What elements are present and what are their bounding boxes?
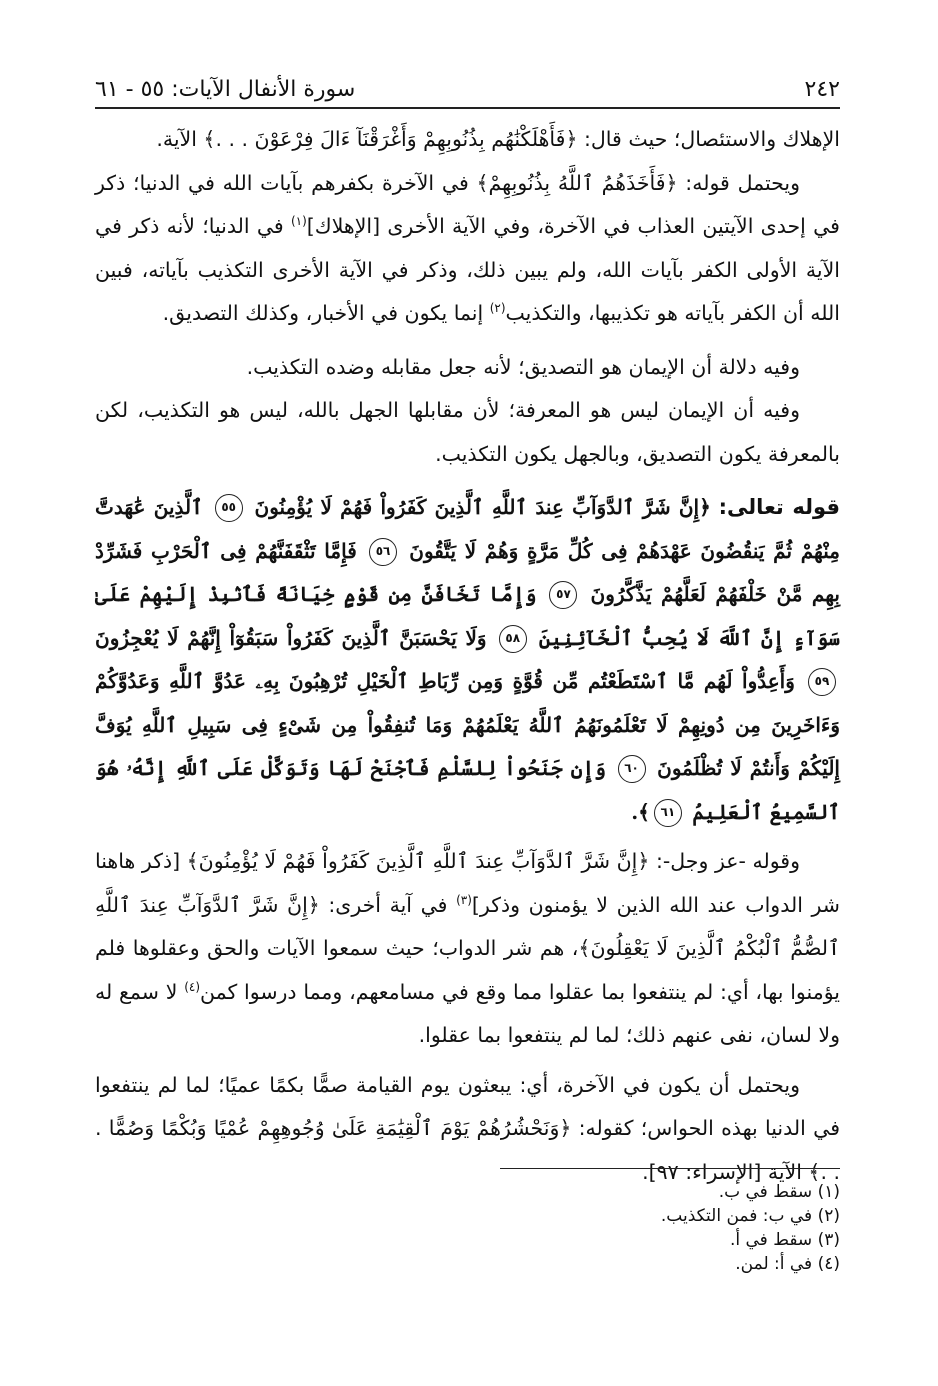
paragraph-2-text-b: في الدنيا؛ لأنه ذكر في الآية الأولى الكفر بآيات الله، ولم يبين ذلك، وذكر في الآية الأخرى التكذيب بآياته، فبين الله أن الكفر بآياته هو تكذيبها، والتكذيب	[95, 214, 840, 325]
paragraph-6-text: ويحتمل أن يكون في الآخرة، أي: يبعثون يوم القيامة صمًّا بكمًا عميًا؛ لما لم ينتفعوا في الدنيا بهذه الحواس؛ كقوله: ﴿وَنَحْشُرُهُمْ يَوْمَ ٱلْقِيَٰمَةِ عَلَىٰ وُجُوهِهِمْ عُمْيًا وَبُكْمًا وَصُمًّا . . .﴾ الآية [الإسراء: ٩٧].	[95, 1072, 840, 1184]
page-header	[95, 62, 840, 102]
ayah-number-57: ٥٧	[549, 581, 577, 609]
paragraph-1-text: الإهلاك والاستئصال؛ حيث قال: ﴿فَأَهْلَكْنَٰهُم بِذُنُوبِهِمْ وَأَغْرَقْنَآ ءَالَ فِرْعَوْنَ . . .﴾ الآية.	[156, 127, 840, 151]
verse-60: وَأَعِدُّواْ لَهُم مَّا ٱسْتَطَعْتُم مِّن قُوَّةٍ وَمِن رِّبَاطِ ٱلْخَيْلِ تُرْهِبُونَ بِهِۦ عَدُوَّ ٱللَّهِ وَعَدُوَّكُمْ وَءَاخَرِينَ مِن دُونِهِمْ لَا تَعْلَمُونَهُمُ ٱللَّهُ يَعْلَمُهُمْ وَمَا تُنفِقُواْ مِن شَىْءٍ فِى سَبِيلِ ٱللَّهِ يُوَفَّ إِلَيْكُمْ وَأَنتُمْ لَا تُظْلَمُونَ	[95, 669, 840, 780]
footnote-ref-2: (٢)	[489, 301, 506, 316]
ayah-number-58: ٥٨	[499, 625, 527, 653]
paragraph-2-text-c: إنما يكون في الأخبار، وكذلك التصديق.	[162, 301, 490, 325]
verse-56: ٱلَّذِينَ عَٰهَدتَّ مِنْهُمْ ثُمَّ يَنقُضُونَ عَهْدَهُمْ فِى كُلِّ مَرَّةٍ وَهُمْ لَا يَتَّقُونَ	[95, 495, 840, 563]
ayah-number-60: ٦٠	[618, 755, 646, 783]
paragraph-5-text-b: في آية أخرى: ﴿إِنَّ شَرَّ ٱلدَّوَآبِّ عِندَ ٱللَّهِ ٱلصُّمُّ ٱلْبُكْمُ ٱلَّذِينَ لَا يَعْقِلُونَ﴾، هم شر الدواب؛ حيث سمعوا الآيات والحق وعقلوها فلم يؤمنوا بها، أي: لم ينتفعوا بما عقلوا مما وقع في مسامعهم، ومما درسوا كمن	[95, 892, 840, 1004]
paragraph-4	[95, 389, 840, 476]
ayah-number-61: ٦١	[654, 799, 682, 827]
verse-59: وَلَا يَحْسَبَنَّ ٱلَّذِينَ كَفَرُواْ سَبَقُوٓاْ إِنَّهُمْ لَا يُعْجِزُونَ	[95, 625, 487, 650]
footnote-ref-4: (٤)	[184, 979, 201, 994]
paragraph-4-text: وفيه أن الإيمان ليس هو المعرفة؛ لأن مقابلها الجهل بالله، ليس هو التكذيب، لكن بالمعرفة يكون التصديق، وبالجهل يكون التكذيب.	[95, 398, 840, 466]
verses-lead: قوله تعالى:	[718, 495, 840, 519]
paragraph-5-text-a: وقوله -عز وجل-: ﴿إِنَّ شَرَّ ٱلدَّوَآبِّ عِندَ ٱللَّهِ ٱلَّذِينَ كَفَرُواْ فَهُمْ لَا يُؤْمِنُونَ﴾ [ذكر هاهنا شر الدواب عند الله الذين لا يؤمنون وذكر]	[95, 849, 840, 917]
footnote-divider	[500, 1168, 840, 1169]
verse-57: فَإِمَّا تَثْقَفَنَّهُمْ فِى ٱلْحَرْبِ فَشَرِّدْ بِهِم مَّنْ خَلْفَهُمْ لَعَلَّهُمْ يَذَّكَّرُونَ	[95, 538, 840, 606]
paragraph-3	[95, 346, 840, 390]
surah-title: سورة الأنفال الآيات: ٥٥ - ٦١	[95, 77, 356, 102]
verse-61: وَإِن جَنَحُواْ لِلسَّلْمِ فَٱجْنَحْ لَهَا وَتَوَكَّلْ عَلَى ٱللَّهِ إِنَّهُۥ هُوَ ٱلسَّمِيعُ ٱلْعَلِيمُ	[95, 756, 840, 824]
paragraph-6	[95, 1064, 840, 1195]
footnote-item: (٤) في أ: لمن.	[735, 1254, 840, 1274]
paragraph-5	[95, 840, 840, 1058]
verse-close: ﴾.	[631, 799, 650, 824]
quran-verses-block	[95, 486, 840, 834]
ayah-number-56: ٥٦	[369, 538, 397, 566]
footnote-ref-1: (١)	[290, 214, 307, 229]
paragraph-2-text-a: ويحتمل قوله: ﴿فَأَخَذَهُمُ ٱللَّهُ بِذُنُوبِهِمْ﴾ في الآخرة بكفرهم بآيات الله في الدنيا؛ ذكر في إحدى الآيتين العذاب في الآخرة، وفي الآية الأخرى [الإهلاك]	[95, 170, 840, 238]
paragraph-5-text-c: لا سمع له ولا لسان، نفى عنهم ذلك؛ لما لم ينتفعوا بما عقلوا.	[95, 979, 840, 1047]
paragraph-2	[95, 162, 840, 336]
ayah-number-55: ٥٥	[215, 494, 243, 522]
page-number: ٢٤٢	[804, 77, 840, 102]
verse-58: وَإِمَّا تَخَافَنَّ مِن قَوْمٍ خِيَانَةً فَٱنۢبِذْ إِلَيْهِمْ عَلَىٰ سَوَآءٍ إِنَّ ٱللَّهَ لَا يُحِبُّ ٱلْخَآئِنِينَ	[95, 582, 840, 650]
footnote-item: (٣) سقط في أ.	[729, 1230, 840, 1250]
footnote-item: (٢) في ب: فمن التكذيب.	[660, 1206, 840, 1226]
paragraph-3-text: وفيه دلالة أن الإيمان هو التصديق؛ لأنه جعل مقابله وضده التكذيب.	[246, 354, 800, 379]
verse-55: ﴿إِنَّ شَرَّ ٱلدَّوَآبِّ عِندَ ٱللَّهِ ٱلَّذِينَ كَفَرُواْ فَهُمْ لَا يُؤْمِنُونَ	[254, 495, 711, 519]
ayah-number-59: ٥٩	[808, 668, 836, 696]
footnote-item: (١) سقط في ب.	[718, 1182, 840, 1202]
footnotes	[240, 1180, 840, 1276]
header-divider	[95, 107, 840, 109]
page-body	[95, 118, 840, 1194]
paragraph-1	[95, 118, 840, 162]
footnote-ref-3: (٣)	[456, 892, 472, 907]
